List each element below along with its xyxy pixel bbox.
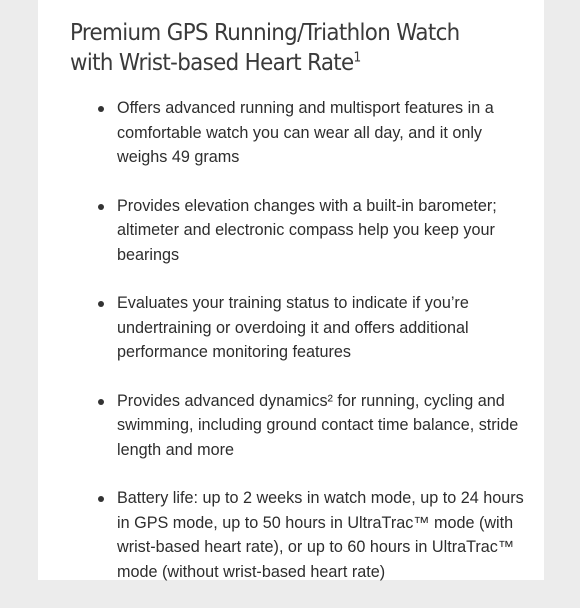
feature-item bbox=[38, 194, 544, 268]
feature-text: Battery life: up to 2 weeks in watch mode, up to 24 hours in GPS mode, up to 50 hours in UltraTrac™ mode (with wrist-based heart rate), or up to 60 hours in UltraTrac™ mode (without wrist-based heart rate) bbox=[117, 489, 524, 581]
bullet-icon bbox=[98, 496, 104, 502]
feature-list bbox=[38, 96, 544, 608]
title-footnote-marker: 1 bbox=[353, 50, 361, 66]
feature-item bbox=[38, 291, 544, 365]
feature-item bbox=[38, 96, 544, 170]
feature-text: Offers advanced running and multisport features in a comfortable watch you can wear all day, and it only weighs 49 grams bbox=[117, 99, 494, 166]
product-title bbox=[70, 18, 507, 78]
feature-text: Provides advanced dynamics² for running, cycling and swimming, including ground contact time balance, stride length and more bbox=[117, 391, 519, 459]
bullet-icon bbox=[98, 399, 104, 405]
bullet-icon bbox=[98, 301, 104, 307]
bullet-icon bbox=[98, 106, 104, 112]
feature-text: Evaluates your training status to indicate if you’re undertraining or overdoing it and offers additional performance monitoring features bbox=[117, 294, 469, 361]
feature-text: Provides elevation changes with a built-in barometer; altimeter and electronic compass help you keep your bearings bbox=[117, 196, 497, 264]
product-title-text: Premium GPS Running/Triathlon Watch with Wrist-based Heart Rate bbox=[70, 20, 460, 76]
feature-item bbox=[38, 389, 544, 463]
bullet-icon bbox=[98, 204, 104, 210]
product-description-panel bbox=[38, 0, 544, 580]
feature-item bbox=[38, 486, 544, 584]
